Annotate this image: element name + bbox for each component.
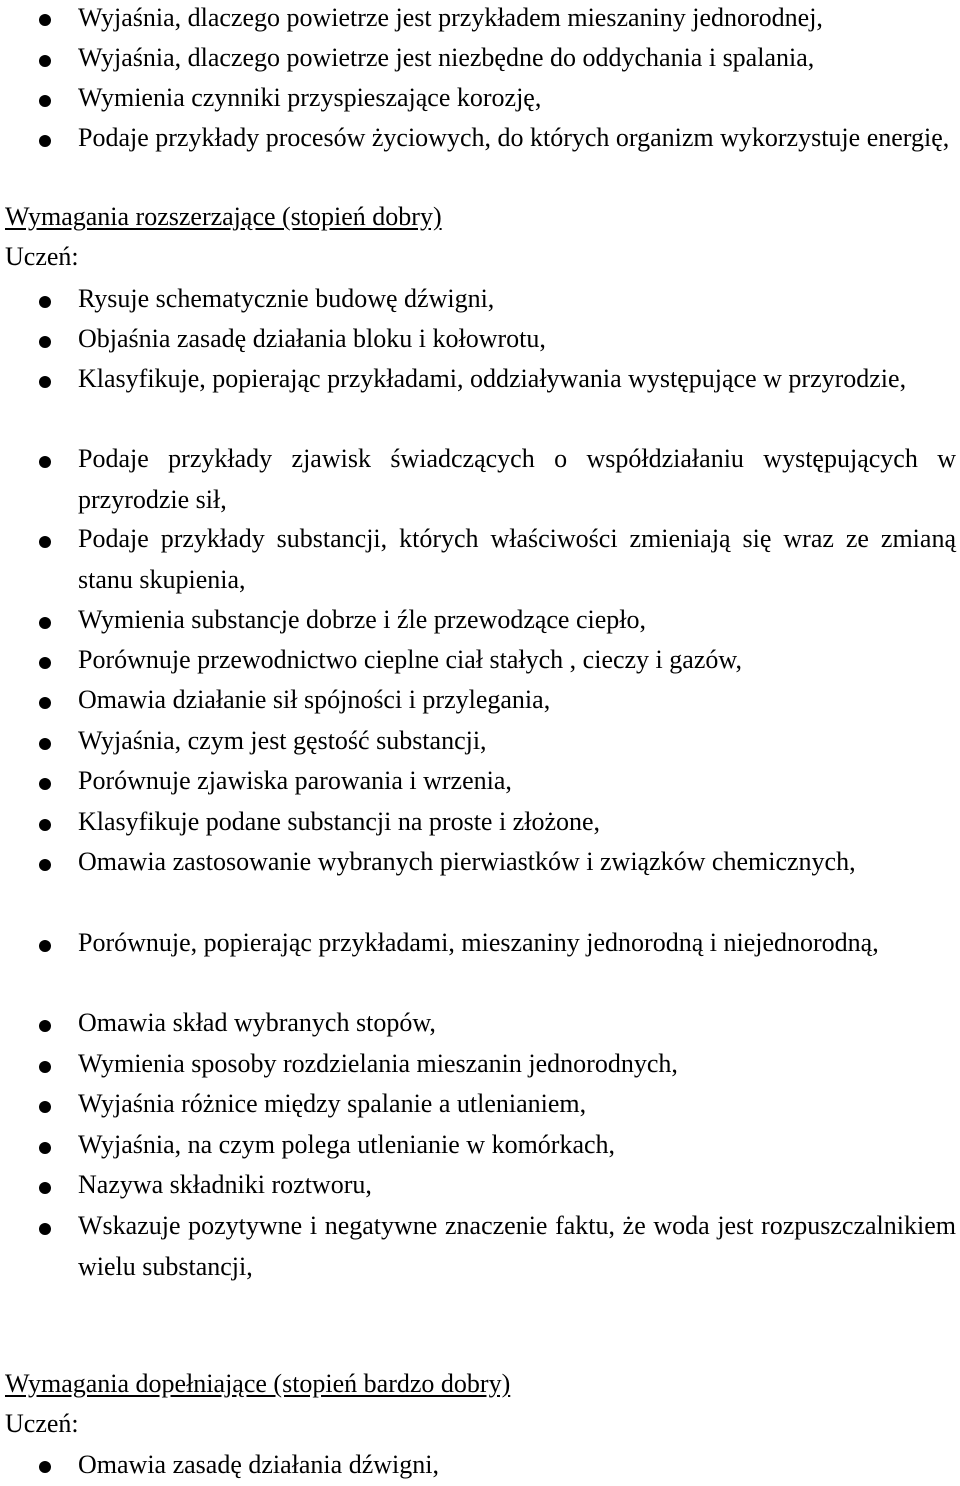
list-item: Wymienia czynniki przyspieszające korozję, (78, 83, 542, 112)
list-item: Wyjaśnia różnice między spalanie a utlenianiem, (78, 1089, 587, 1118)
bullet-icon (39, 456, 51, 468)
list-item: Wyjaśnia, czym jest gęstość substancji, (78, 726, 487, 755)
bullet-icon (39, 1142, 51, 1154)
bullet-icon (39, 778, 51, 790)
list-item: Klasyfikuje, popierając przykładami, oddziaływania występujące w przyrodzie, (78, 364, 907, 393)
list-item: Porównuje, popierając przykładami, mieszaniny jednorodną i niejednorodną, (78, 928, 879, 957)
student-label: Uczeń: (5, 1409, 79, 1438)
bullet-icon (39, 336, 51, 348)
bullet-icon (39, 819, 51, 831)
section-heading-bardzo-dobry: Wymagania dopełniające (stopień bardzo dobry) (5, 1369, 511, 1398)
list-item: Podaje przykłady zjawisk świadczących o współdziałaniu występujących w przyrodzie sił, (78, 444, 956, 514)
list-item: Wyjaśnia, dlaczego powietrze jest przykładem mieszaniny jednorodnej, (78, 3, 823, 32)
bullet-icon (39, 296, 51, 308)
bullet-icon (39, 14, 51, 26)
bullet-icon (39, 697, 51, 709)
list-item: Podaje przykłady substancji, których właściwości zmieniają się wraz ze zmianą stanu skupienia, (78, 524, 956, 594)
bullet-icon (39, 95, 51, 107)
list-item: Klasyfikuje podane substancji na proste i złożone, (78, 807, 601, 836)
bullet-icon (39, 657, 51, 669)
bullet-icon (39, 859, 51, 871)
student-label: Uczeń: (5, 242, 79, 271)
list-item: Rysuje schematycznie budowę dźwigni, (78, 284, 495, 313)
list-item: Omawia zastosowanie wybranych pierwiastków i związków chemicznych, (78, 847, 856, 876)
list-item: Podaje przykłady procesów życiowych, do których organizm wykorzystuje energię, (78, 123, 950, 152)
bullet-icon (39, 1101, 51, 1113)
bullet-icon (39, 536, 51, 548)
list-item: Porównuje zjawiska parowania i wrzenia, (78, 766, 512, 795)
list-item: Wymienia sposoby rozdzielania mieszanin jednorodnych, (78, 1049, 678, 1078)
list-item: Omawia skład wybranych stopów, (78, 1008, 436, 1037)
list-item: Wymienia substancje dobrze i źle przewodzące ciepło, (78, 605, 647, 634)
list-item: Objaśnia zasadę działania bloku i kołowrotu, (78, 324, 546, 353)
bullet-icon (39, 1182, 51, 1194)
list-item: Wskazuje pozytywne i negatywne znaczenie faktu, że woda jest rozpuszczalnikiem wielu substancji, (78, 1211, 956, 1281)
bullet-icon (39, 1223, 51, 1235)
list-item: Nazywa składniki roztworu, (78, 1170, 372, 1199)
bullet-icon (39, 1061, 51, 1073)
list-item: Porównuje przewodnictwo cieplne ciał stałych , cieczy i gazów, (78, 645, 742, 674)
section-heading-dobry: Wymagania rozszerzające (stopień dobry) (5, 202, 442, 231)
bullet-icon (39, 1020, 51, 1032)
list-item: Omawia działanie sił spójności i przylegania, (78, 685, 551, 714)
bullet-icon (39, 1461, 51, 1473)
bullet-icon (39, 135, 51, 147)
list-item: Omawia zasadę działania dźwigni, (78, 1450, 439, 1479)
bullet-icon (39, 376, 51, 388)
list-item: Wyjaśnia, na czym polega utlenianie w komórkach, (78, 1130, 616, 1159)
list-item: Wyjaśnia, dlaczego powietrze jest niezbędne do oddychania i spalania, (78, 43, 815, 72)
bullet-icon (39, 738, 51, 750)
bullet-icon (39, 617, 51, 629)
bullet-icon (39, 940, 51, 952)
bullet-icon (39, 55, 51, 67)
